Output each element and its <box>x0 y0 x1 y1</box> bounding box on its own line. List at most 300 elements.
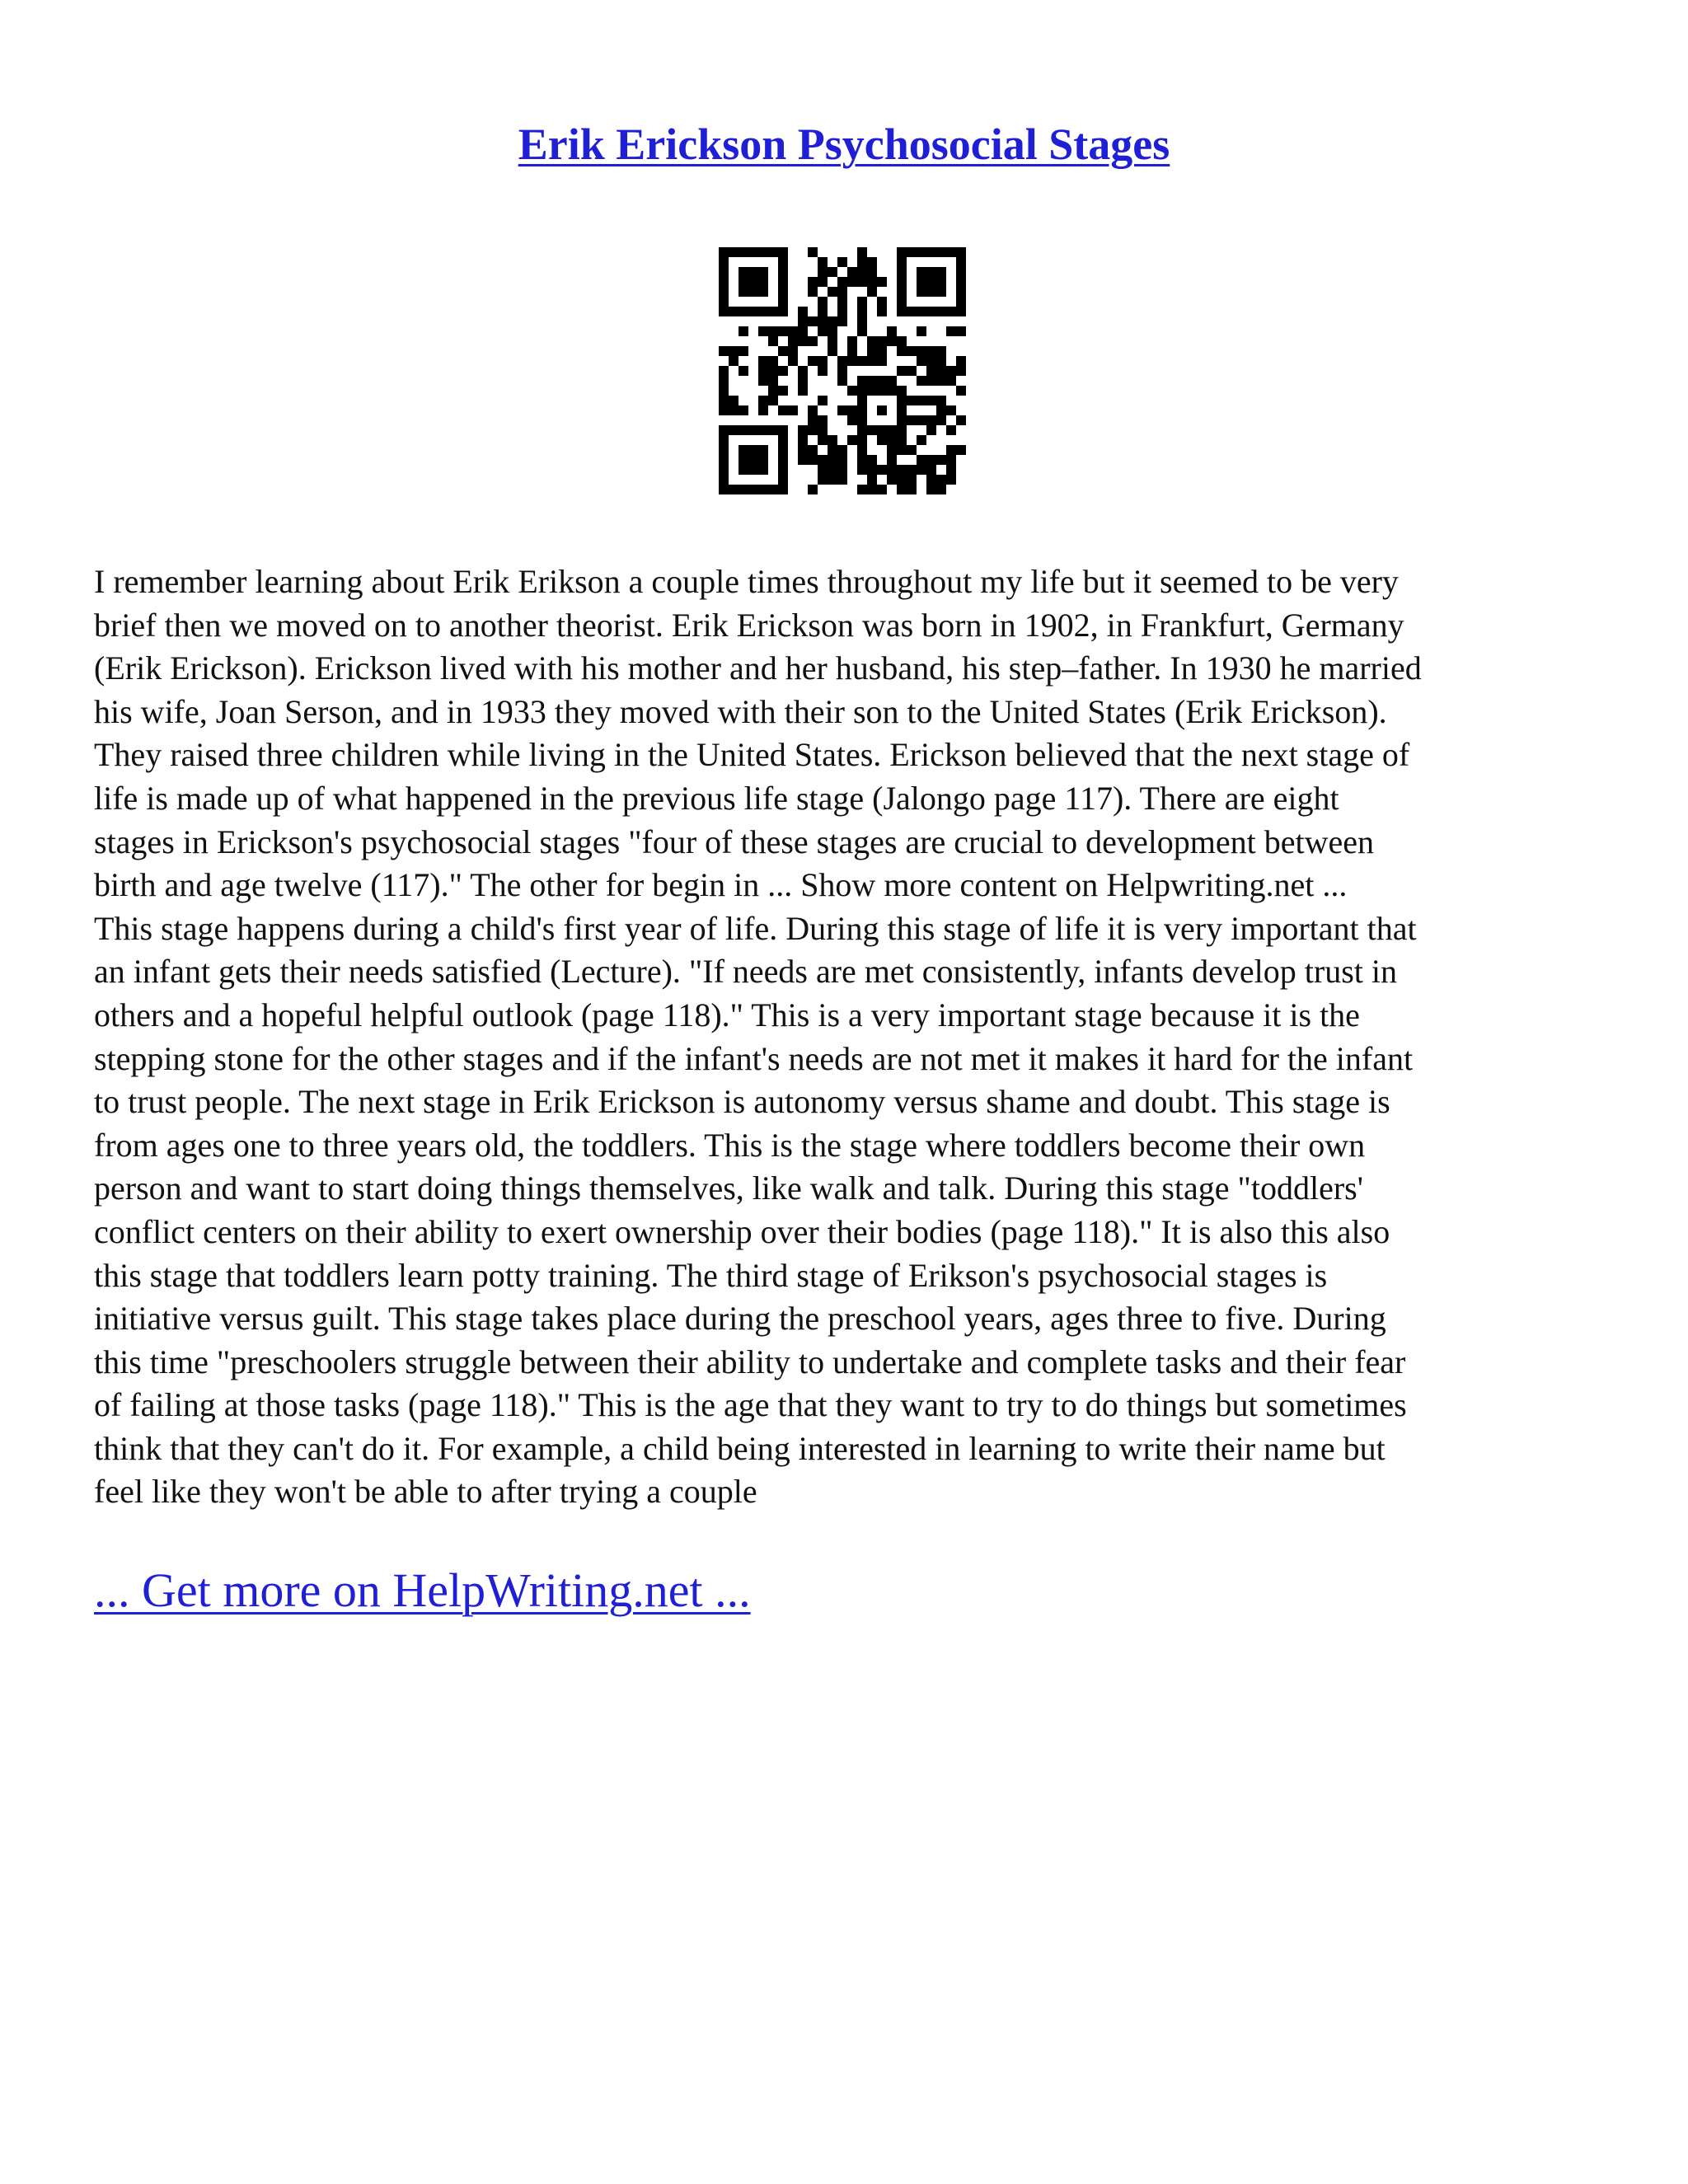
body-line: life is made up of what happened in the previous life stage (Jalongo page 117). There are eight <box>94 779 1339 817</box>
qr-module <box>897 287 907 297</box>
qr-module <box>857 356 867 366</box>
qr-module <box>847 267 857 277</box>
qr-module <box>857 465 867 475</box>
qr-module <box>956 356 966 366</box>
qr-module <box>917 287 926 297</box>
qr-module <box>956 287 966 297</box>
qr-module <box>738 326 748 336</box>
qr-module <box>778 386 788 396</box>
qr-module <box>758 445 768 455</box>
qr-module <box>897 465 907 475</box>
get-more-link[interactable]: ... Get more on HelpWriting.net ... <box>94 1563 751 1617</box>
qr-module <box>917 247 926 257</box>
qr-module <box>808 316 818 326</box>
qr-module <box>857 405 867 415</box>
qr-module <box>867 425 877 435</box>
qr-module <box>956 445 966 455</box>
qr-module <box>788 346 798 356</box>
body-line: this time "preschoolers struggle between their ability to undertake and complete tasks and their fear <box>94 1343 1406 1380</box>
qr-module <box>758 396 768 405</box>
qr-module <box>808 425 818 435</box>
qr-module <box>798 386 808 396</box>
qr-module <box>956 257 966 267</box>
qr-module <box>877 435 887 445</box>
qr-module <box>936 356 946 366</box>
qr-module <box>877 297 887 307</box>
qr-module <box>758 485 768 494</box>
qr-module <box>778 326 788 336</box>
qr-module <box>897 386 907 396</box>
qr-module <box>867 277 877 287</box>
qr-module <box>758 455 768 465</box>
qr-module <box>857 316 867 326</box>
qr-module <box>877 425 887 435</box>
qr-module <box>778 445 788 455</box>
qr-module <box>748 287 758 297</box>
qr-module <box>857 445 867 455</box>
qr-module <box>798 326 808 336</box>
qr-module <box>778 307 788 316</box>
qr-module <box>857 257 867 267</box>
qr-module <box>837 475 847 485</box>
body-line: think that they can't do it. For example, a child being interested in learning to write their name but <box>94 1429 1386 1467</box>
qr-module <box>857 485 867 494</box>
qr-module <box>946 445 956 455</box>
qr-module <box>946 307 956 316</box>
qr-module <box>887 445 897 455</box>
qr-module <box>956 386 966 396</box>
qr-module <box>946 376 956 386</box>
qr-module <box>926 376 936 386</box>
qr-module <box>798 425 808 435</box>
qr-module <box>877 465 887 475</box>
qr-module <box>818 257 828 267</box>
qr-module <box>857 396 867 405</box>
qr-module <box>936 485 946 494</box>
qr-module <box>867 287 877 297</box>
qr-module <box>857 297 867 307</box>
qr-module <box>738 455 748 465</box>
qr-module <box>857 386 867 396</box>
qr-module <box>828 267 837 277</box>
qr-module <box>847 415 857 425</box>
qr-module <box>748 267 758 277</box>
qr-module <box>758 247 768 257</box>
qr-module <box>857 376 867 386</box>
qr-module <box>907 465 917 475</box>
qr-module <box>818 366 828 376</box>
body-line: an infant gets their needs satisfied (Lecture). "If needs are met consistently, infants develop trust in <box>94 953 1397 991</box>
qr-module <box>818 267 828 277</box>
qr-module <box>748 445 758 455</box>
qr-module <box>907 415 917 425</box>
qr-module <box>719 435 729 445</box>
qr-module <box>808 287 818 297</box>
qr-module <box>857 307 867 316</box>
qr-module <box>808 415 818 425</box>
qr-module <box>758 425 768 435</box>
qr-module <box>857 415 867 425</box>
qr-module <box>818 425 828 435</box>
qr-module <box>837 257 847 267</box>
qr-module <box>828 316 837 326</box>
qr-module <box>818 326 828 336</box>
qr-module <box>748 277 758 287</box>
qr-module <box>857 425 867 435</box>
qr-module <box>926 425 936 435</box>
qr-module <box>917 277 926 287</box>
qr-module <box>946 475 956 485</box>
qr-module <box>936 287 946 297</box>
qr-module <box>956 366 966 376</box>
qr-module <box>936 396 946 405</box>
qr-module <box>956 307 966 316</box>
qr-module <box>847 386 857 396</box>
qr-module <box>828 475 837 485</box>
qr-module <box>926 366 936 376</box>
qr-module <box>758 465 768 475</box>
qr-module <box>818 435 828 445</box>
qr-module <box>808 277 818 287</box>
qr-module <box>946 366 956 376</box>
body-line: stepping stone for the other stages and if the infant's needs are not met it makes it hard for the infant <box>94 1039 1414 1077</box>
qr-module <box>738 425 748 435</box>
qr-module <box>926 356 936 366</box>
qr-module <box>956 267 966 277</box>
qr-module <box>719 405 729 415</box>
qr-module <box>897 297 907 307</box>
qr-module <box>729 356 738 366</box>
qr-module <box>956 415 966 425</box>
qr-module <box>917 396 926 405</box>
qr-module <box>897 277 907 287</box>
qr-module <box>768 386 778 396</box>
body-line: feel like they won't be able to after trying a couple <box>94 1473 757 1511</box>
qr-module <box>798 435 808 445</box>
qr-module <box>837 287 847 297</box>
qr-module <box>907 485 917 494</box>
qr-module <box>719 376 729 386</box>
qr-module <box>867 386 877 396</box>
qr-module <box>837 465 847 475</box>
qr-module <box>818 396 828 405</box>
qr-module <box>926 247 936 257</box>
qr-module <box>768 336 778 346</box>
qr-module <box>808 445 818 455</box>
qr-module <box>837 455 847 465</box>
qr-module <box>897 415 907 425</box>
qr-module <box>738 405 748 415</box>
qr-module <box>828 326 837 336</box>
qr-module <box>907 346 917 356</box>
qr-module <box>926 455 936 465</box>
body-line: from ages one to three years old, the toddlers. This is the stage where toddlers become their own <box>94 1126 1366 1164</box>
qr-module <box>768 425 778 435</box>
qr-module <box>778 455 788 465</box>
qr-module <box>729 396 738 405</box>
qr-module <box>719 346 729 356</box>
qr-module <box>936 366 946 376</box>
qr-module <box>748 307 758 316</box>
qr-module <box>857 455 867 465</box>
body-line: initiative versus guilt. This stage takes place during the preschool years, ages three to five. During <box>94 1300 1386 1338</box>
qr-module <box>917 455 926 465</box>
qr-module <box>758 277 768 287</box>
qr-module <box>897 485 907 494</box>
qr-module <box>897 336 907 346</box>
qr-module <box>719 465 729 475</box>
qr-module <box>719 307 729 316</box>
body-line: birth and age twelve (117)." The other for begin in ... Show more content on Helpwriting.net ... <box>94 866 1348 904</box>
qr-module <box>828 336 837 346</box>
qr-module <box>847 356 857 366</box>
qr-module <box>778 247 788 257</box>
qr-module <box>778 257 788 267</box>
qr-module <box>946 465 956 475</box>
qr-module <box>778 485 788 494</box>
qr-module <box>837 445 847 455</box>
qr-module <box>818 356 828 366</box>
qr-module <box>926 396 936 405</box>
qr-module <box>758 376 768 386</box>
qr-module <box>907 396 917 405</box>
qr-module <box>719 485 729 494</box>
qr-module <box>897 405 907 415</box>
qr-module <box>956 297 966 307</box>
qr-module <box>887 326 897 336</box>
qr-module <box>719 247 729 257</box>
qr-module <box>917 356 926 366</box>
qr-module <box>828 445 837 455</box>
qr-module <box>788 356 798 366</box>
qr-module <box>857 326 867 336</box>
qr-module <box>828 435 837 445</box>
qr-module <box>926 267 936 277</box>
qr-module <box>837 356 847 366</box>
qr-module <box>738 287 748 297</box>
body-line: brief then we moved on to another theorist. Erik Erickson was born in 1902, in Frankfurt, Germany <box>94 606 1404 644</box>
qr-module <box>748 485 758 494</box>
qr-module <box>808 485 818 494</box>
qr-module <box>778 277 788 287</box>
qr-module <box>818 316 828 326</box>
qr-module <box>798 316 808 326</box>
qr-module <box>917 415 926 425</box>
qr-module <box>867 257 877 267</box>
qr-module <box>926 346 936 356</box>
qr-module <box>808 336 818 346</box>
qr-module <box>917 435 926 445</box>
body-line: of failing at those tasks (page 118)." This is the age that they want to try to do things but sometimes <box>94 1386 1407 1424</box>
qr-module <box>926 277 936 287</box>
qr-module <box>778 475 788 485</box>
qr-module <box>719 297 729 307</box>
qr-module <box>758 287 768 297</box>
qr-module <box>729 405 738 415</box>
qr-module <box>828 287 837 297</box>
qr-module <box>818 475 828 485</box>
more-link-container <box>94 1559 751 1622</box>
qr-module <box>758 405 768 415</box>
qr-module <box>837 307 847 316</box>
qr-module <box>926 485 936 494</box>
qr-module <box>887 336 897 346</box>
qr-module <box>936 277 946 287</box>
body-line: This stage happens during a child's first year of life. During this stage of life it is very important that <box>94 909 1417 947</box>
body-line: conflict centers on their ability to exert ownership over their bodies (page 118)." It is also this also <box>94 1212 1390 1250</box>
qr-module <box>926 415 936 425</box>
qr-module <box>897 396 907 405</box>
body-line: (Erik Erickson). Erickson lived with his mother and her husband, his step–father. In 1930 he married <box>94 649 1422 687</box>
qr-module <box>917 376 926 386</box>
qr-module <box>926 465 936 475</box>
qr-module <box>788 326 798 336</box>
qr-module <box>847 346 857 356</box>
qr-module <box>798 445 808 455</box>
qr-module <box>907 366 917 376</box>
qr-module <box>877 376 887 386</box>
qr-module <box>867 455 877 465</box>
qr-module <box>877 485 887 494</box>
qr-module <box>867 465 877 475</box>
qr-module <box>877 346 887 356</box>
qr-module <box>818 297 828 307</box>
qr-module <box>837 366 847 376</box>
qr-module <box>719 386 729 396</box>
qr-module <box>828 455 837 465</box>
qr-module <box>768 396 778 405</box>
qr-module <box>926 287 936 297</box>
qr-module <box>877 356 887 366</box>
qr-module <box>877 277 887 287</box>
qr-module <box>808 405 818 415</box>
qr-module <box>768 356 778 366</box>
qr-module <box>738 247 748 257</box>
qr-module <box>887 475 897 485</box>
qr-module <box>847 405 857 415</box>
qr-module <box>719 267 729 277</box>
qr-module <box>778 366 788 376</box>
qr-module <box>738 366 748 376</box>
qr-module <box>907 247 917 257</box>
qr-module <box>719 455 729 465</box>
qr-module <box>798 307 808 316</box>
qr-module <box>738 307 748 316</box>
qr-module <box>847 435 857 445</box>
qr-module <box>818 277 828 287</box>
body-line: person and want to start doing things themselves, like walk and talk. During this stage "toddlers' <box>94 1169 1363 1207</box>
qr-module <box>729 425 738 435</box>
qr-module <box>738 485 748 494</box>
qr-module <box>719 445 729 455</box>
qr-module <box>738 465 748 475</box>
qr-module <box>917 465 926 475</box>
qr-module <box>857 277 867 287</box>
body-paragraph <box>94 560 1597 1514</box>
qr-module <box>768 247 778 257</box>
title-link[interactable]: Erik Erickson Psychosocial Stages <box>518 120 1170 169</box>
qr-module <box>719 366 729 376</box>
page-title <box>0 115 1688 173</box>
qr-module <box>828 346 837 356</box>
qr-module <box>748 425 758 435</box>
qr-module <box>719 257 729 267</box>
qr-module <box>877 405 887 415</box>
qr-module <box>917 307 926 316</box>
qr-module <box>907 307 917 316</box>
qr-module <box>956 277 966 287</box>
qr-module <box>936 475 946 485</box>
qr-code-icon <box>719 247 966 494</box>
qr-module <box>887 435 897 445</box>
qr-module <box>788 336 798 346</box>
qr-module <box>778 346 788 356</box>
qr-module <box>768 326 778 336</box>
qr-module <box>917 346 926 356</box>
body-line: his wife, Joan Serson, and in 1933 they moved with their son to the United States (Erik Erickson). <box>94 692 1387 730</box>
qr-module <box>729 485 738 494</box>
qr-module <box>917 267 926 277</box>
qr-module <box>936 455 946 465</box>
qr-module <box>818 307 828 316</box>
qr-module <box>748 465 758 475</box>
qr-module <box>907 445 917 455</box>
qr-module <box>818 455 828 465</box>
qr-module <box>926 475 936 485</box>
qr-module <box>768 485 778 494</box>
qr-module <box>867 346 877 356</box>
qr-module <box>887 455 897 465</box>
qr-module <box>936 247 946 257</box>
qr-module <box>897 435 907 445</box>
qr-module <box>837 316 847 326</box>
qr-module <box>738 267 748 277</box>
qr-module <box>936 376 946 386</box>
body-line: They raised three children while living in the United States. Erickson believed that the next stage of <box>94 736 1410 774</box>
qr-module <box>729 346 738 356</box>
qr-module <box>837 277 847 287</box>
qr-module <box>897 307 907 316</box>
qr-module <box>887 386 897 396</box>
qr-module <box>887 425 897 435</box>
qr-module <box>936 346 946 356</box>
qr-module <box>867 356 877 366</box>
qr-module <box>946 405 956 415</box>
qr-module <box>729 307 738 316</box>
qr-module <box>946 455 956 465</box>
qr-module <box>758 307 768 316</box>
qr-module <box>788 405 798 415</box>
qr-module <box>867 336 877 346</box>
qr-module <box>798 336 808 346</box>
qr-module <box>778 435 788 445</box>
qr-module <box>857 267 867 277</box>
qr-module <box>887 376 897 386</box>
qr-module <box>778 287 788 297</box>
qr-module <box>778 465 788 475</box>
qr-module <box>758 366 768 376</box>
body-line: to trust people. The next stage in Erik Erickson is autonomy versus shame and doubt. This stage is <box>94 1083 1390 1121</box>
qr-module <box>719 425 729 435</box>
qr-module <box>808 247 818 257</box>
qr-module <box>867 485 877 494</box>
qr-module <box>798 366 808 376</box>
qr-module <box>738 445 748 455</box>
qr-module <box>847 277 857 287</box>
qr-module <box>778 297 788 307</box>
qr-module <box>768 307 778 316</box>
qr-module <box>897 346 907 356</box>
